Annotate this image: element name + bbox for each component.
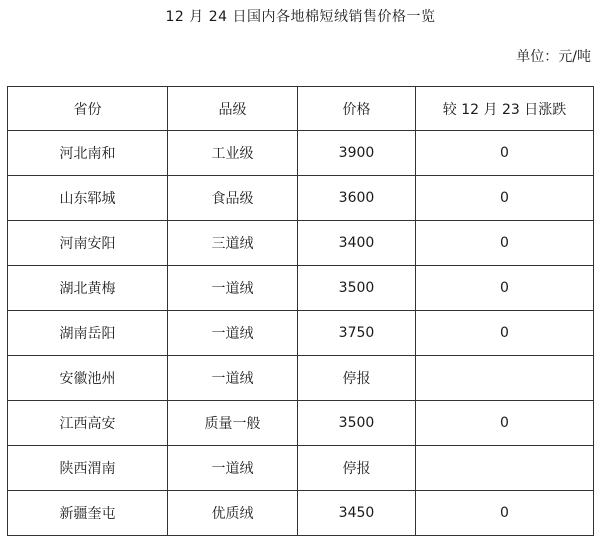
cell-province: 山东郓城: [8, 176, 168, 221]
cell-province: 湖南岳阳: [8, 311, 168, 356]
table-row: [8, 311, 594, 356]
cell-province: 河南安阳: [8, 221, 168, 266]
header-grade: 品级: [168, 87, 298, 131]
cell-change: 0: [416, 266, 594, 311]
cell-province: 陕西渭南: [8, 446, 168, 491]
page-title: 12 月 24 日国内各地棉短绒销售价格一览: [165, 9, 436, 25]
cell-grade: 一道绒: [168, 311, 298, 356]
cell-grade: 一道绒: [168, 266, 298, 311]
cell-price: 3900: [298, 131, 416, 176]
cell-price: 3750: [298, 311, 416, 356]
cell-price: 3450: [298, 491, 416, 536]
cell-change: 0: [416, 311, 594, 356]
price-table: [7, 86, 594, 536]
table-row: [8, 401, 594, 446]
cell-province: 安徽池州: [8, 356, 168, 401]
table-row: [8, 356, 594, 401]
cell-price: 3500: [298, 266, 416, 311]
cell-price: 停报: [298, 446, 416, 491]
table-row: [8, 266, 594, 311]
cell-province: 河北南和: [8, 131, 168, 176]
table-header-row: [8, 87, 594, 131]
cell-change: 0: [416, 131, 594, 176]
table-row: [8, 176, 594, 221]
cell-province: 新疆奎屯: [8, 491, 168, 536]
header-change: 较 12 月 23 日涨跌: [416, 87, 594, 131]
table-row: [8, 491, 594, 536]
cell-grade: 工业级: [168, 131, 298, 176]
cell-change: 0: [416, 221, 594, 266]
cell-change: [416, 446, 594, 491]
cell-change: 0: [416, 401, 594, 446]
cell-change: 0: [416, 491, 594, 536]
table-row: [8, 131, 594, 176]
unit-label: 单位：元/吨: [516, 49, 591, 65]
cell-grade: 质量一般: [168, 401, 298, 446]
cell-grade: 优质绒: [168, 491, 298, 536]
cell-price: 停报: [298, 356, 416, 401]
header-price: 价格: [298, 87, 416, 131]
cell-change: 0: [416, 176, 594, 221]
cell-province: 江西高安: [8, 401, 168, 446]
cell-grade: 食品级: [168, 176, 298, 221]
cell-province: 湖北黄梅: [8, 266, 168, 311]
cell-change: [416, 356, 594, 401]
cell-price: 3500: [298, 401, 416, 446]
cell-price: 3600: [298, 176, 416, 221]
table-row: [8, 446, 594, 491]
cell-grade: 一道绒: [168, 446, 298, 491]
cell-grade: 一道绒: [168, 356, 298, 401]
header-province: 省份: [8, 87, 168, 131]
cell-grade: 三道绒: [168, 221, 298, 266]
table-row: [8, 221, 594, 266]
cell-price: 3400: [298, 221, 416, 266]
